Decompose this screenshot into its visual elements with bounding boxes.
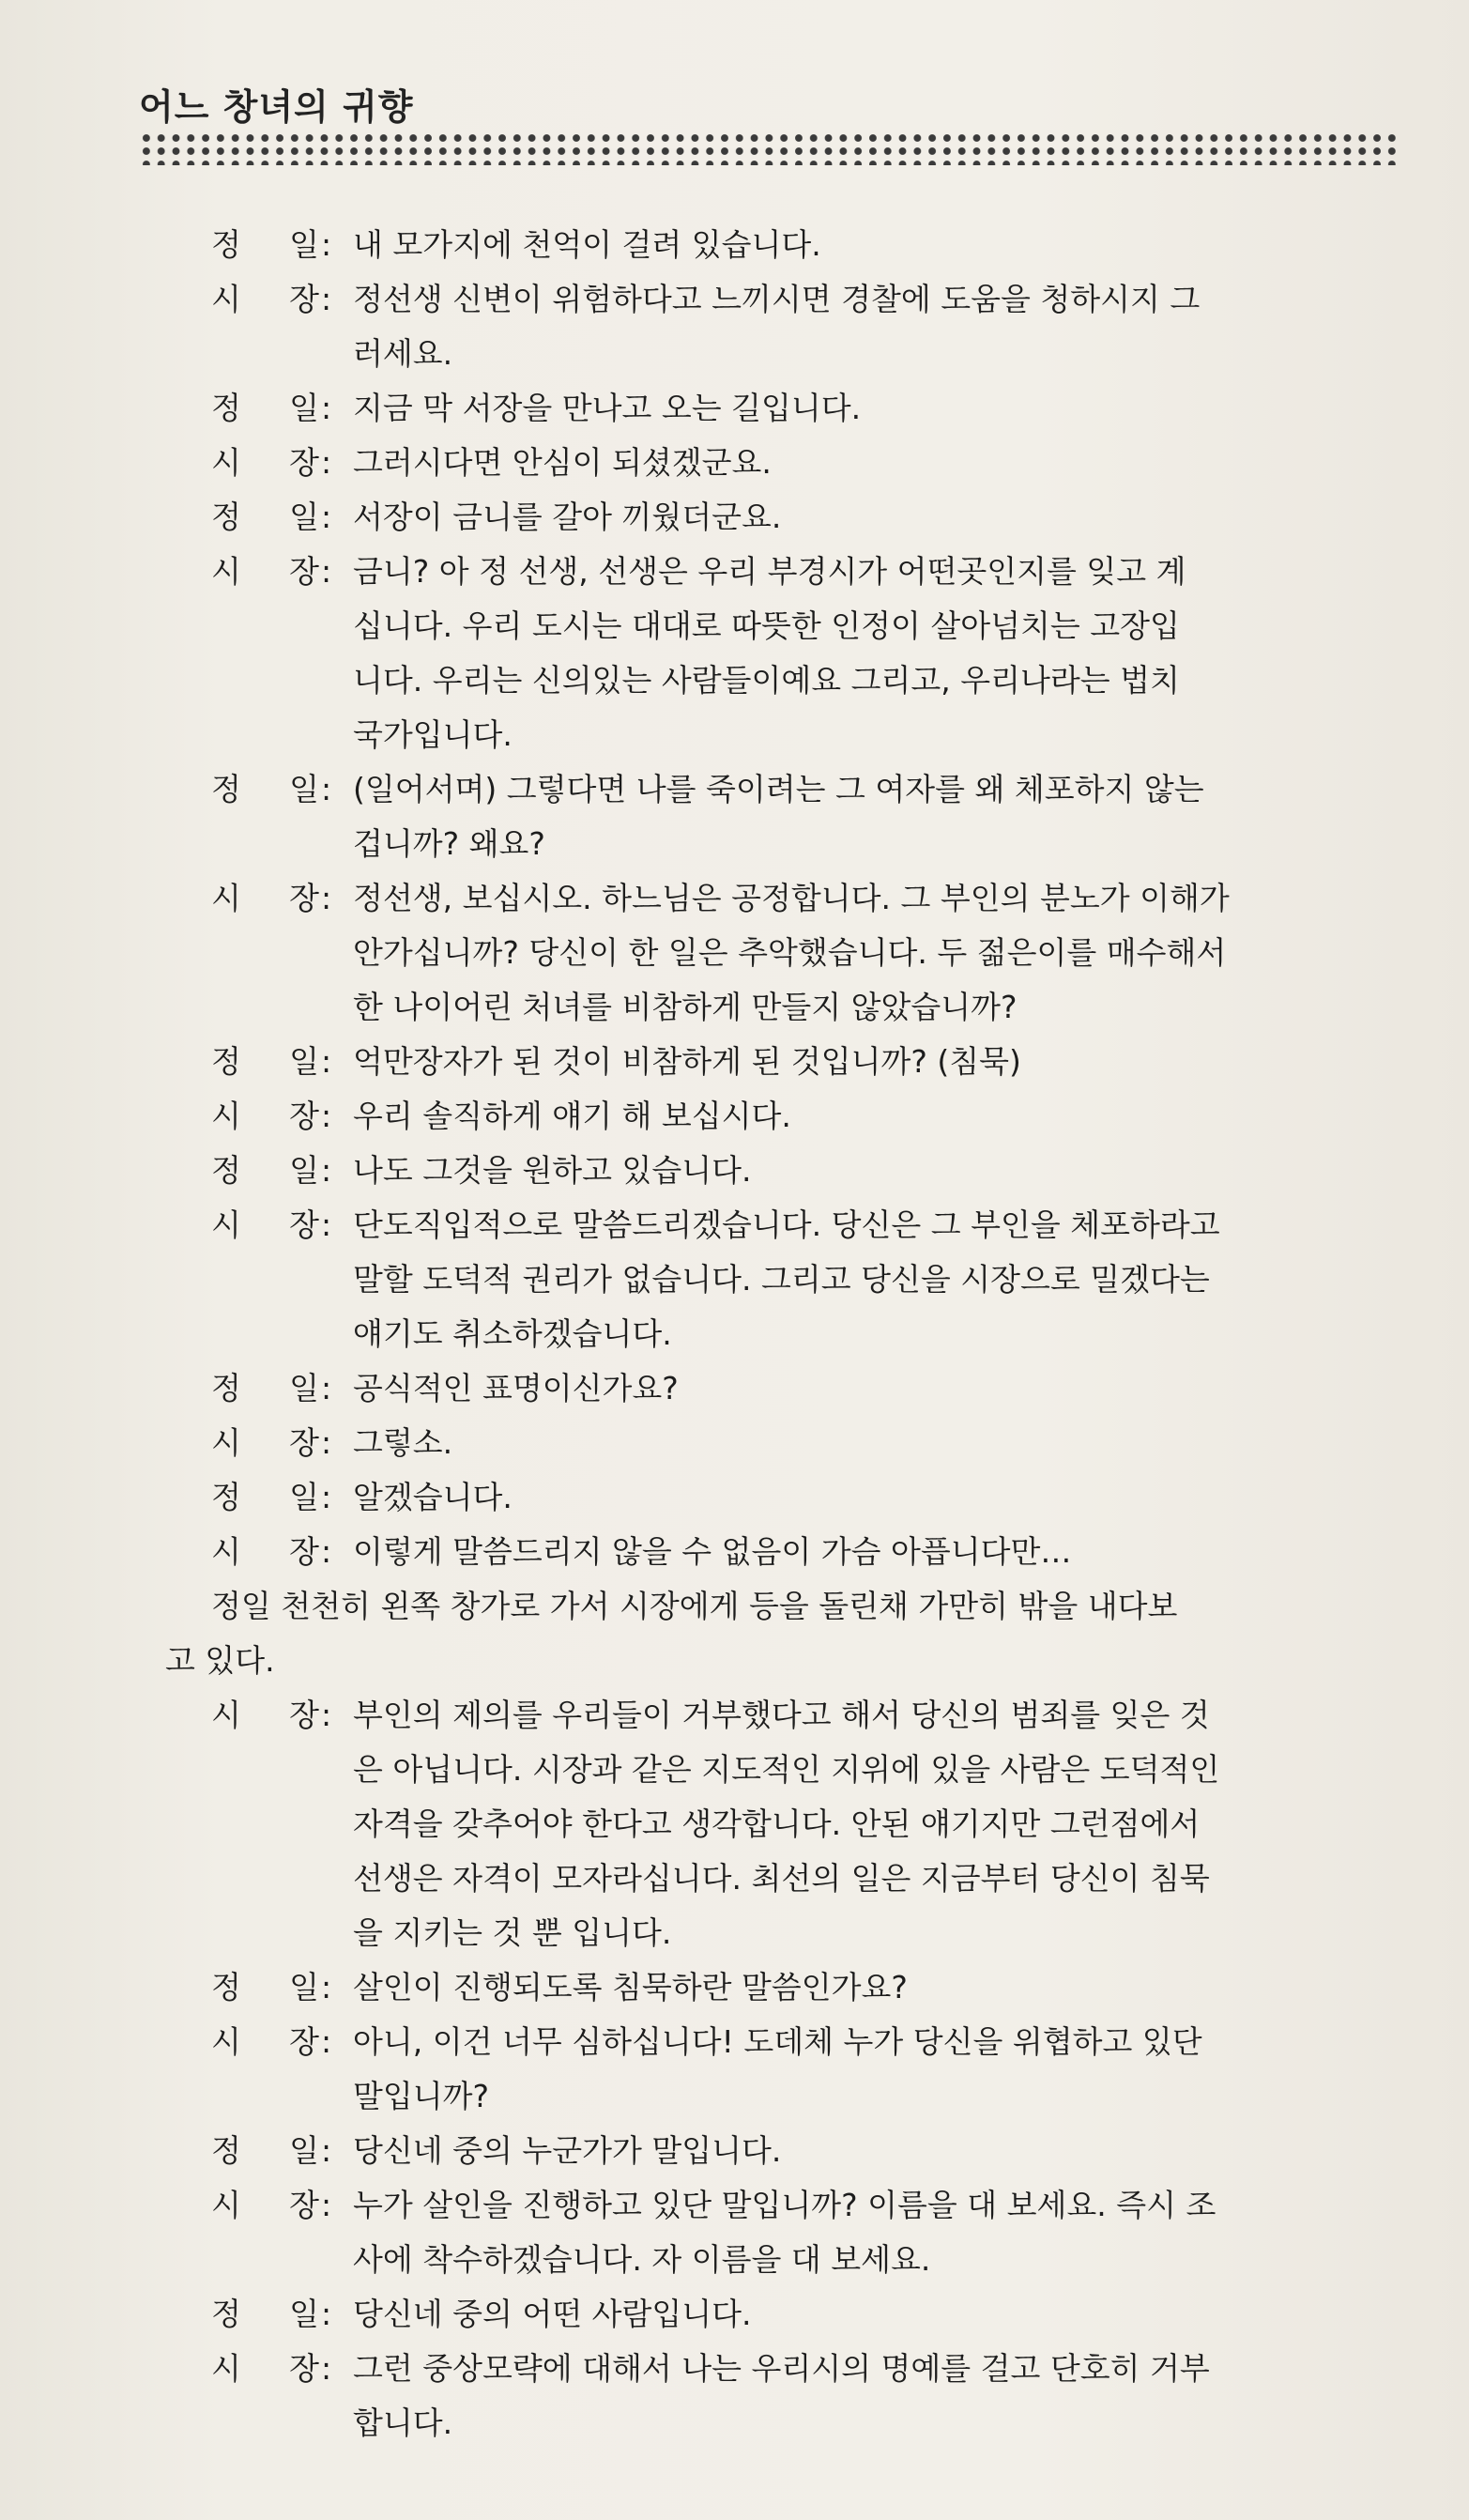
- dialogue-line: 자격을 갖추어야 한다고 생각합니다. 안된 얘기지만 그런점에서: [353, 1805, 1201, 1842]
- dialogue-line: 러세요.: [353, 335, 453, 372]
- speaker-name: [211, 2124, 319, 2178]
- speaker-char: 장: [289, 1424, 319, 1461]
- dialogue-line: 겁니까? 왜요?: [353, 825, 545, 862]
- speaker-char: 장: [289, 2023, 319, 2060]
- speaker-char: 장: [289, 281, 319, 317]
- dialogue-line: 당신네 중의 어떤 사람입니다.: [353, 2296, 752, 2332]
- dialogue-line: 누가 살인을 진행하고 있단 말입니까? 이름을 대 보세요. 즉시 조: [353, 2187, 1217, 2223]
- dialogue-line: 단도직입적으로 말씀드리겠습니다. 당신은 그 부인을 체포하라고: [353, 1206, 1220, 1243]
- speaker-char: 장: [289, 2350, 319, 2387]
- speaker-name: [211, 2015, 319, 2069]
- speaker-name: [211, 1688, 319, 1743]
- dialogue-line: 금니? 아 정 선생, 선생은 우리 부경시가 어떤곳인지를 잊고 계: [353, 553, 1186, 590]
- speaker-colon: :: [321, 1424, 332, 1461]
- speaker-char: 일: [289, 2296, 319, 2332]
- script-text: [0, 218, 1469, 2451]
- speaker-name: [211, 871, 319, 926]
- speaker-char: 정: [211, 499, 241, 535]
- speaker-char: 일: [289, 2132, 319, 2169]
- speaker-colon: :: [321, 553, 332, 590]
- speaker-colon: :: [321, 1479, 332, 1515]
- dialogue-line: 지금 막 서장을 만나고 오는 길입니다.: [353, 390, 862, 426]
- speaker-char: 시: [211, 2350, 241, 2387]
- speaker-char: 정: [211, 1370, 241, 1406]
- speaker-char: 일: [289, 390, 319, 426]
- dialogue-block: [0, 1688, 1469, 1960]
- speaker-char: 시: [211, 1098, 241, 1134]
- dialogue-line: 십니다. 우리 도시는 대대로 따뜻한 인정이 살아넘치는 고장입: [353, 607, 1180, 644]
- speaker-char: 일: [289, 771, 319, 807]
- speaker-colon: :: [321, 1098, 332, 1134]
- speaker-colon: :: [321, 1370, 332, 1406]
- speaker-name: [211, 2287, 319, 2342]
- dialogue-block: [0, 1960, 1469, 2015]
- speaker-name: [211, 436, 319, 490]
- dialogue-line: 그런 중상모략에 대해서 나는 우리시의 명예를 걸고 단호히 거부: [353, 2350, 1210, 2387]
- speaker-name: [211, 381, 319, 436]
- speaker-char: 일: [289, 226, 319, 263]
- speaker-colon: :: [321, 2350, 332, 2387]
- dialogue-line: 한 나이어린 처녀를 비참하게 만들지 않았습니까?: [353, 989, 1018, 1025]
- dialogue-block: [0, 545, 1469, 762]
- speaker-name: [211, 1035, 319, 1089]
- speaker-colon: :: [321, 281, 332, 317]
- dialogue-block: [0, 1089, 1469, 1144]
- speaker-char: 장: [289, 1533, 319, 1570]
- dialogue-line: (일어서며) 그렇다면 나를 죽이려는 그 여자를 왜 체포하지 않는: [353, 771, 1204, 807]
- dialogue-line: 사에 착수하겠습니다. 자 이름을 대 보세요.: [353, 2241, 931, 2278]
- speaker-colon: :: [321, 499, 332, 535]
- dialogue-block: [0, 272, 1469, 381]
- speaker-name: [211, 1960, 319, 2015]
- speaker-char: 시: [211, 553, 241, 590]
- speaker-colon: :: [321, 1206, 332, 1243]
- running-title: 어느 창녀의 귀향: [139, 86, 414, 128]
- speaker-char: 일: [289, 1479, 319, 1515]
- dialogue-line: 선생은 자격이 모자라십니다. 최선의 일은 지금부터 당신이 침묵: [353, 1860, 1210, 1897]
- speaker-char: 정: [211, 1043, 241, 1080]
- speaker-name: [211, 1144, 319, 1198]
- speaker-char: 장: [289, 553, 319, 590]
- speaker-colon: :: [321, 1533, 332, 1570]
- speaker-name: [211, 545, 319, 599]
- dialogue-line: 을 지키는 것 뿐 입니다.: [353, 1914, 672, 1951]
- speaker-char: 장: [289, 1697, 319, 1733]
- speaker-name: [211, 218, 319, 272]
- speaker-name: [211, 490, 319, 545]
- speaker-colon: :: [321, 1043, 332, 1080]
- speaker-colon: :: [321, 1969, 332, 2005]
- speaker-char: 정: [211, 1479, 241, 1515]
- stage-direction-line: 정일 천천히 왼쪽 창가로 가서 시장에게 등을 돌린채 가만히 밖을 내다보: [211, 1588, 1178, 1624]
- dialogue-line: 말할 도덕적 권리가 없습니다. 그리고 당신을 시장으로 밀겠다는: [353, 1261, 1210, 1298]
- speaker-char: 정: [211, 226, 241, 263]
- speaker-char: 장: [289, 2187, 319, 2223]
- dialogue-line: 그러시다면 안심이 되셨겠군요.: [353, 444, 772, 481]
- speaker-char: 시: [211, 880, 241, 916]
- dialogue-block: [0, 2342, 1469, 2451]
- dialogue-line: 니다. 우리는 신의있는 사람들이예요 그리고, 우리나라는 법치: [353, 662, 1180, 699]
- dialogue-block: [0, 871, 1469, 1035]
- dialogue-block: [0, 1525, 1469, 1579]
- stage-direction-line: 고 있다.: [165, 1642, 275, 1679]
- dialogue-line: 살인이 진행되도록 침묵하란 말씀인가요?: [353, 1969, 908, 2005]
- speaker-name: [211, 1198, 319, 1252]
- speaker-colon: :: [321, 444, 332, 481]
- speaker-char: 일: [289, 1043, 319, 1080]
- speaker-char: 정: [211, 2132, 241, 2169]
- stage-direction: [0, 1579, 1469, 1688]
- dialogue-line: 공식적인 표명이신가요?: [353, 1370, 679, 1406]
- speaker-colon: :: [321, 1697, 332, 1733]
- speaker-char: 일: [289, 1969, 319, 2005]
- speaker-name: [211, 2178, 319, 2233]
- speaker-colon: :: [321, 390, 332, 426]
- speaker-char: 장: [289, 444, 319, 481]
- speaker-char: 시: [211, 1206, 241, 1243]
- dialogue-line: 억만장자가 된 것이 비참하게 된 것입니까? (침묵): [353, 1043, 1021, 1080]
- dialogue-line: 나도 그것을 원하고 있습니다.: [353, 1152, 752, 1189]
- dialogue-line: 정선생 신변이 위험하다고 느끼시면 경찰에 도움을 청하시지 그: [353, 281, 1201, 317]
- dialogue-block: [0, 2287, 1469, 2342]
- speaker-colon: :: [321, 771, 332, 807]
- dotted-rule: [139, 131, 1397, 165]
- speaker-char: 정: [211, 390, 241, 426]
- dialogue-line: 우리 솔직하게 얘기 해 보십시다.: [353, 1098, 791, 1134]
- dialogue-line: 부인의 제의를 우리들이 거부했다고 해서 당신의 범죄를 잊은 것: [353, 1697, 1210, 1733]
- speaker-name: [211, 1361, 319, 1416]
- dialogue-block: [0, 1198, 1469, 1361]
- dialogue-block: [0, 2124, 1469, 2178]
- speaker-char: 정: [211, 1969, 241, 2005]
- speaker-name: [211, 762, 319, 817]
- speaker-char: 시: [211, 444, 241, 481]
- dialogue-block: [0, 1470, 1469, 1525]
- speaker-char: 일: [289, 1370, 319, 1406]
- running-header: [139, 86, 1397, 165]
- dialogue-block: [0, 436, 1469, 490]
- dialogue-line: 합니다.: [353, 2405, 453, 2441]
- speaker-char: 장: [289, 1206, 319, 1243]
- dialogue-line: 당신네 중의 누군가가 말입니다.: [353, 2132, 782, 2169]
- dialogue-line: 서장이 금니를 갈아 끼웠더군요.: [353, 499, 782, 535]
- speaker-char: 시: [211, 1424, 241, 1461]
- speaker-colon: :: [321, 1152, 332, 1189]
- speaker-name: [211, 1470, 319, 1525]
- dialogue-block: [0, 490, 1469, 545]
- speaker-colon: :: [321, 226, 332, 263]
- speaker-char: 시: [211, 281, 241, 317]
- dialogue-block: [0, 381, 1469, 436]
- dialogue-block: [0, 2178, 1469, 2287]
- dialogue-line: 알겠습니다.: [353, 1479, 513, 1515]
- dialogue-line: 말입니까?: [353, 2078, 490, 2114]
- speaker-char: 시: [211, 2023, 241, 2060]
- dialogue-block: [0, 1144, 1469, 1198]
- dialogue-line: 국가입니다.: [353, 716, 513, 753]
- speaker-char: 시: [211, 2187, 241, 2223]
- dialogue-line: 얘기도 취소하겠습니다.: [353, 1315, 672, 1352]
- dialogue-block: [0, 1361, 1469, 1416]
- speaker-colon: :: [321, 2023, 332, 2060]
- dialogue-line: 내 모가지에 천억이 걸려 있습니다.: [353, 226, 821, 263]
- dialogue-line: 안가십니까? 당신이 한 일은 추악했습니다. 두 젊은이를 매수해서: [353, 934, 1227, 971]
- speaker-colon: :: [321, 2187, 332, 2223]
- dialogue-block: [0, 1035, 1469, 1089]
- dialogue-block: [0, 1416, 1469, 1470]
- speaker-char: 일: [289, 1152, 319, 1189]
- dialogue-block: [0, 762, 1469, 871]
- dialogue-line: 이렇게 말씀드리지 않을 수 없음이 가슴 아픕니다만…: [353, 1533, 1072, 1570]
- speaker-char: 정: [211, 2296, 241, 2332]
- speaker-colon: :: [321, 880, 332, 916]
- speaker-char: 정: [211, 771, 241, 807]
- dialogue-line: 정선생, 보십시오. 하느님은 공정합니다. 그 부인의 분노가 이해가: [353, 880, 1230, 916]
- speaker-char: 장: [289, 880, 319, 916]
- dialogue-block: [0, 2015, 1469, 2124]
- dialogue-block: [0, 218, 1469, 272]
- speaker-char: 시: [211, 1697, 241, 1733]
- dialogue-line: 아니, 이건 너무 심하십니다! 도데체 누가 당신을 위협하고 있단: [353, 2023, 1202, 2060]
- speaker-name: [211, 1416, 319, 1470]
- speaker-name: [211, 2342, 319, 2396]
- speaker-name: [211, 1089, 319, 1144]
- speaker-char: 일: [289, 499, 319, 535]
- speaker-char: 정: [211, 1152, 241, 1189]
- speaker-name: [211, 1525, 319, 1579]
- speaker-colon: :: [321, 2296, 332, 2332]
- speaker-colon: :: [321, 2132, 332, 2169]
- speaker-name: [211, 272, 319, 327]
- speaker-char: 장: [289, 1098, 319, 1134]
- dialogue-line: 그렇소.: [353, 1424, 453, 1461]
- speaker-char: 시: [211, 1533, 241, 1570]
- dialogue-line: 은 아닙니다. 시장과 같은 지도적인 지위에 있을 사람은 도덕적인: [353, 1751, 1220, 1788]
